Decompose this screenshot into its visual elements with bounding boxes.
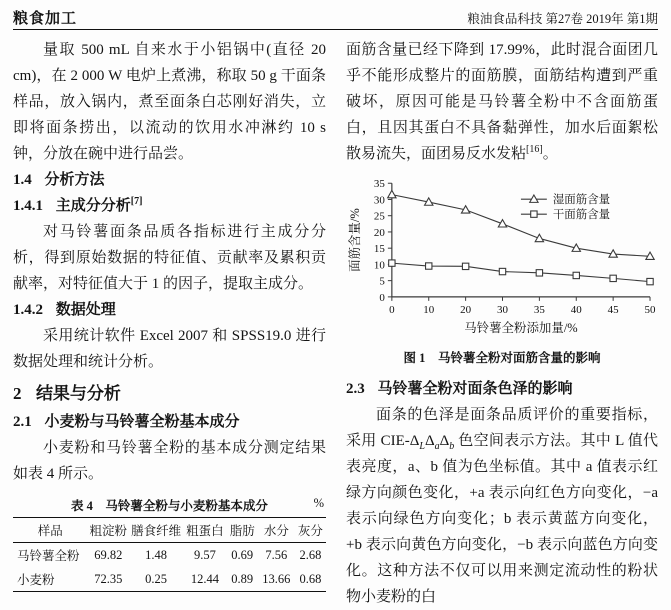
heading-number: 2 [13, 384, 22, 403]
data-point-square [610, 275, 616, 281]
table-header-row [13, 518, 326, 543]
table-header-cell: 粗蛋白 [186, 524, 224, 538]
heading-1-4-2 [13, 297, 326, 323]
paragraph-color-cie [346, 402, 658, 610]
heading-number: 1.4.2 [13, 302, 43, 318]
legend-label: 干面筋含量 [552, 209, 611, 222]
y-tick-label: 20 [373, 226, 385, 239]
value-cell: 0.25 [145, 571, 167, 586]
paragraph-gluten-discussion [346, 37, 658, 167]
x-tick-label: 50 [644, 303, 656, 316]
paragraph-text: Δ [424, 433, 435, 449]
y-tick-label: 5 [379, 275, 385, 288]
heading-title: 分析方法 [44, 172, 105, 188]
value-cell: 0.69 [231, 547, 254, 562]
x-tick-label: 40 [570, 303, 582, 316]
figure-1 [346, 177, 658, 366]
data-point-triangle [388, 190, 396, 197]
value-cell: 69.82 [94, 547, 123, 562]
heading-2-1 [13, 409, 326, 435]
heading-title: 马铃薯全粉对面条色泽的影响 [377, 381, 573, 397]
right-column [346, 37, 658, 610]
data-point-square [462, 263, 468, 269]
sample-name-cell: 小麦粉 [17, 573, 55, 587]
heading-number: 1.4.1 [13, 198, 43, 214]
figure-1-caption [346, 348, 658, 366]
paragraph-statistics: 采用统计软件 Excel 2007 和 SPSS19.0 进行数据处理和统计分析。 [13, 328, 326, 370]
paragraph-cooking-method: 量取 500 mL 自来水于小铝锅中(直径 20 cm)，在 2 000 W 电炉上煮沸，称取 50 g 干面条样品，放入锅内，煮至面条白芯刚好消失，立即将面条捞出，以流动的饮用水冲淋约 10 s 钟，分放在碗中进行品尝。 [13, 42, 326, 162]
heading-2 [13, 380, 326, 407]
heading-title: 数据处理 [55, 302, 116, 318]
heading-title: 小麦粉与马铃薯全粉基本成分 [44, 414, 240, 430]
data-point-square [499, 268, 505, 274]
data-point-triangle [498, 220, 506, 227]
value-cell: 72.35 [94, 571, 123, 586]
x-tick-label: 20 [460, 303, 472, 316]
y-tick-label: 10 [373, 259, 385, 272]
running-head-journal: 粮油食品科技 第27卷 2019年 第1期 [467, 12, 658, 26]
x-tick-label: 45 [607, 303, 619, 316]
x-tick-label: 35 [533, 303, 545, 316]
paragraph-text: 面条的色泽是面条品质评价的重要指标，采用 CIE-Δ [346, 407, 658, 449]
value-cell: 2.68 [299, 547, 322, 562]
cie-subscript-L: L [419, 441, 425, 452]
y-tick-label: 35 [373, 178, 385, 191]
header-rule [13, 29, 658, 30]
table-4-caption [13, 496, 326, 514]
value-cell: 0.68 [299, 571, 322, 586]
x-tick-label: 10 [423, 303, 435, 316]
data-point-square [536, 270, 542, 276]
table-4-composition [13, 517, 326, 592]
y-tick-label: 15 [373, 243, 385, 256]
paragraph-text: 。 [542, 146, 558, 162]
y-tick-label: 30 [373, 194, 385, 207]
left-column [13, 37, 326, 592]
heading-1-4 [13, 167, 326, 193]
value-cell: 7.56 [265, 547, 288, 562]
legend-label: 湿面筋含量 [552, 194, 611, 207]
page-header [13, 7, 658, 28]
table-header-cell: 水分 [263, 524, 289, 538]
paragraph-text: 面筋含量已经下降到 17.99%，此时混合面团几乎不能形成整片的面筋膜，面筋结构遭到严重破坏，原因可能是马铃薯全粉中不含面筋蛋白，且因其蛋白不具备黏弹性，加水后面絮松散易流失，面团易反水发粘 [346, 42, 658, 162]
y-axis-label: 面筋含量/% [347, 208, 362, 272]
paragraph-text: Δ [439, 433, 450, 449]
paragraph-table-intro: 小麦粉和马铃薯全粉的基本成分测定结果如表 4 所示。 [13, 440, 326, 482]
value-cell: 0.89 [231, 571, 254, 586]
reference-superscript: [7] [130, 196, 143, 207]
figure-caption-title: 马铃薯全粉对面筋含量的影响 [437, 351, 601, 365]
table-header-cell: 脂肪 [229, 524, 255, 538]
x-tick-label: 0 [389, 303, 395, 316]
table-header-cell: 膳食纤维 [131, 524, 182, 538]
table-unit-label: % [313, 496, 324, 510]
reference-superscript: [16] [526, 144, 543, 155]
legend-marker-square [531, 211, 537, 217]
value-cell: 12.44 [190, 571, 219, 586]
sample-name-cell: 马铃薯全粉 [17, 549, 80, 563]
table-header-cell: 灰分 [297, 524, 323, 538]
heading-number: 2.3 [346, 381, 365, 397]
table-header-cell: 样品 [37, 524, 63, 538]
heading-2-3 [346, 376, 658, 402]
y-tick-label: 25 [373, 210, 385, 223]
heading-title: 主成分分析 [55, 198, 131, 214]
heading-number: 1.4 [13, 172, 32, 188]
data-point-square [389, 260, 395, 266]
table-row [13, 543, 326, 568]
cie-subscript-b: b [449, 441, 455, 452]
gluten-line-chart [346, 177, 658, 339]
x-axis-label: 马铃薯全粉添加量/% [464, 320, 578, 335]
heading-number: 2.1 [13, 414, 32, 430]
data-point-square [426, 263, 432, 269]
cie-subscript-a: a [434, 441, 440, 452]
y-tick-label: 0 [379, 291, 385, 304]
value-cell: 1.48 [145, 547, 167, 562]
data-point-triangle [535, 234, 543, 241]
paragraph-text: 色空间表示方法。其中 L 值代表亮度，a、b 值为色坐标值。其中 a 值表示红绿方向颜色变化，+a 表示向红色方向变化，−a 表示向绿色方向变化；b 表示黄蓝方向变化，+b 表示向黄色方向变化，−b 表示向蓝色方向变化。这种方法不仅可以用来测定流动性的粉状物小麦粉的白 [346, 433, 658, 605]
value-cell: 9.57 [193, 547, 216, 562]
paragraph-pca: 对马铃薯面条品质各指标进行主成分分析，得到原始数据的特征值、贡献率及累积贡献率，对特征值大于 1 的因子，提取主成分。 [13, 224, 326, 292]
data-point-square [573, 272, 579, 278]
heading-title: 结果与分析 [35, 384, 121, 403]
data-point-square [647, 278, 653, 284]
heading-1-4-1 [13, 193, 326, 219]
value-cell: 13.66 [262, 571, 291, 586]
running-head-section: 粮食加工 [13, 11, 78, 27]
x-tick-label: 30 [497, 303, 508, 316]
figure-caption-label: 图 1 [403, 351, 426, 365]
table-header-cell: 粗淀粉 [89, 524, 128, 538]
table-caption-text: 表 4 马铃薯全粉与小麦粉基本成分 [71, 499, 268, 513]
